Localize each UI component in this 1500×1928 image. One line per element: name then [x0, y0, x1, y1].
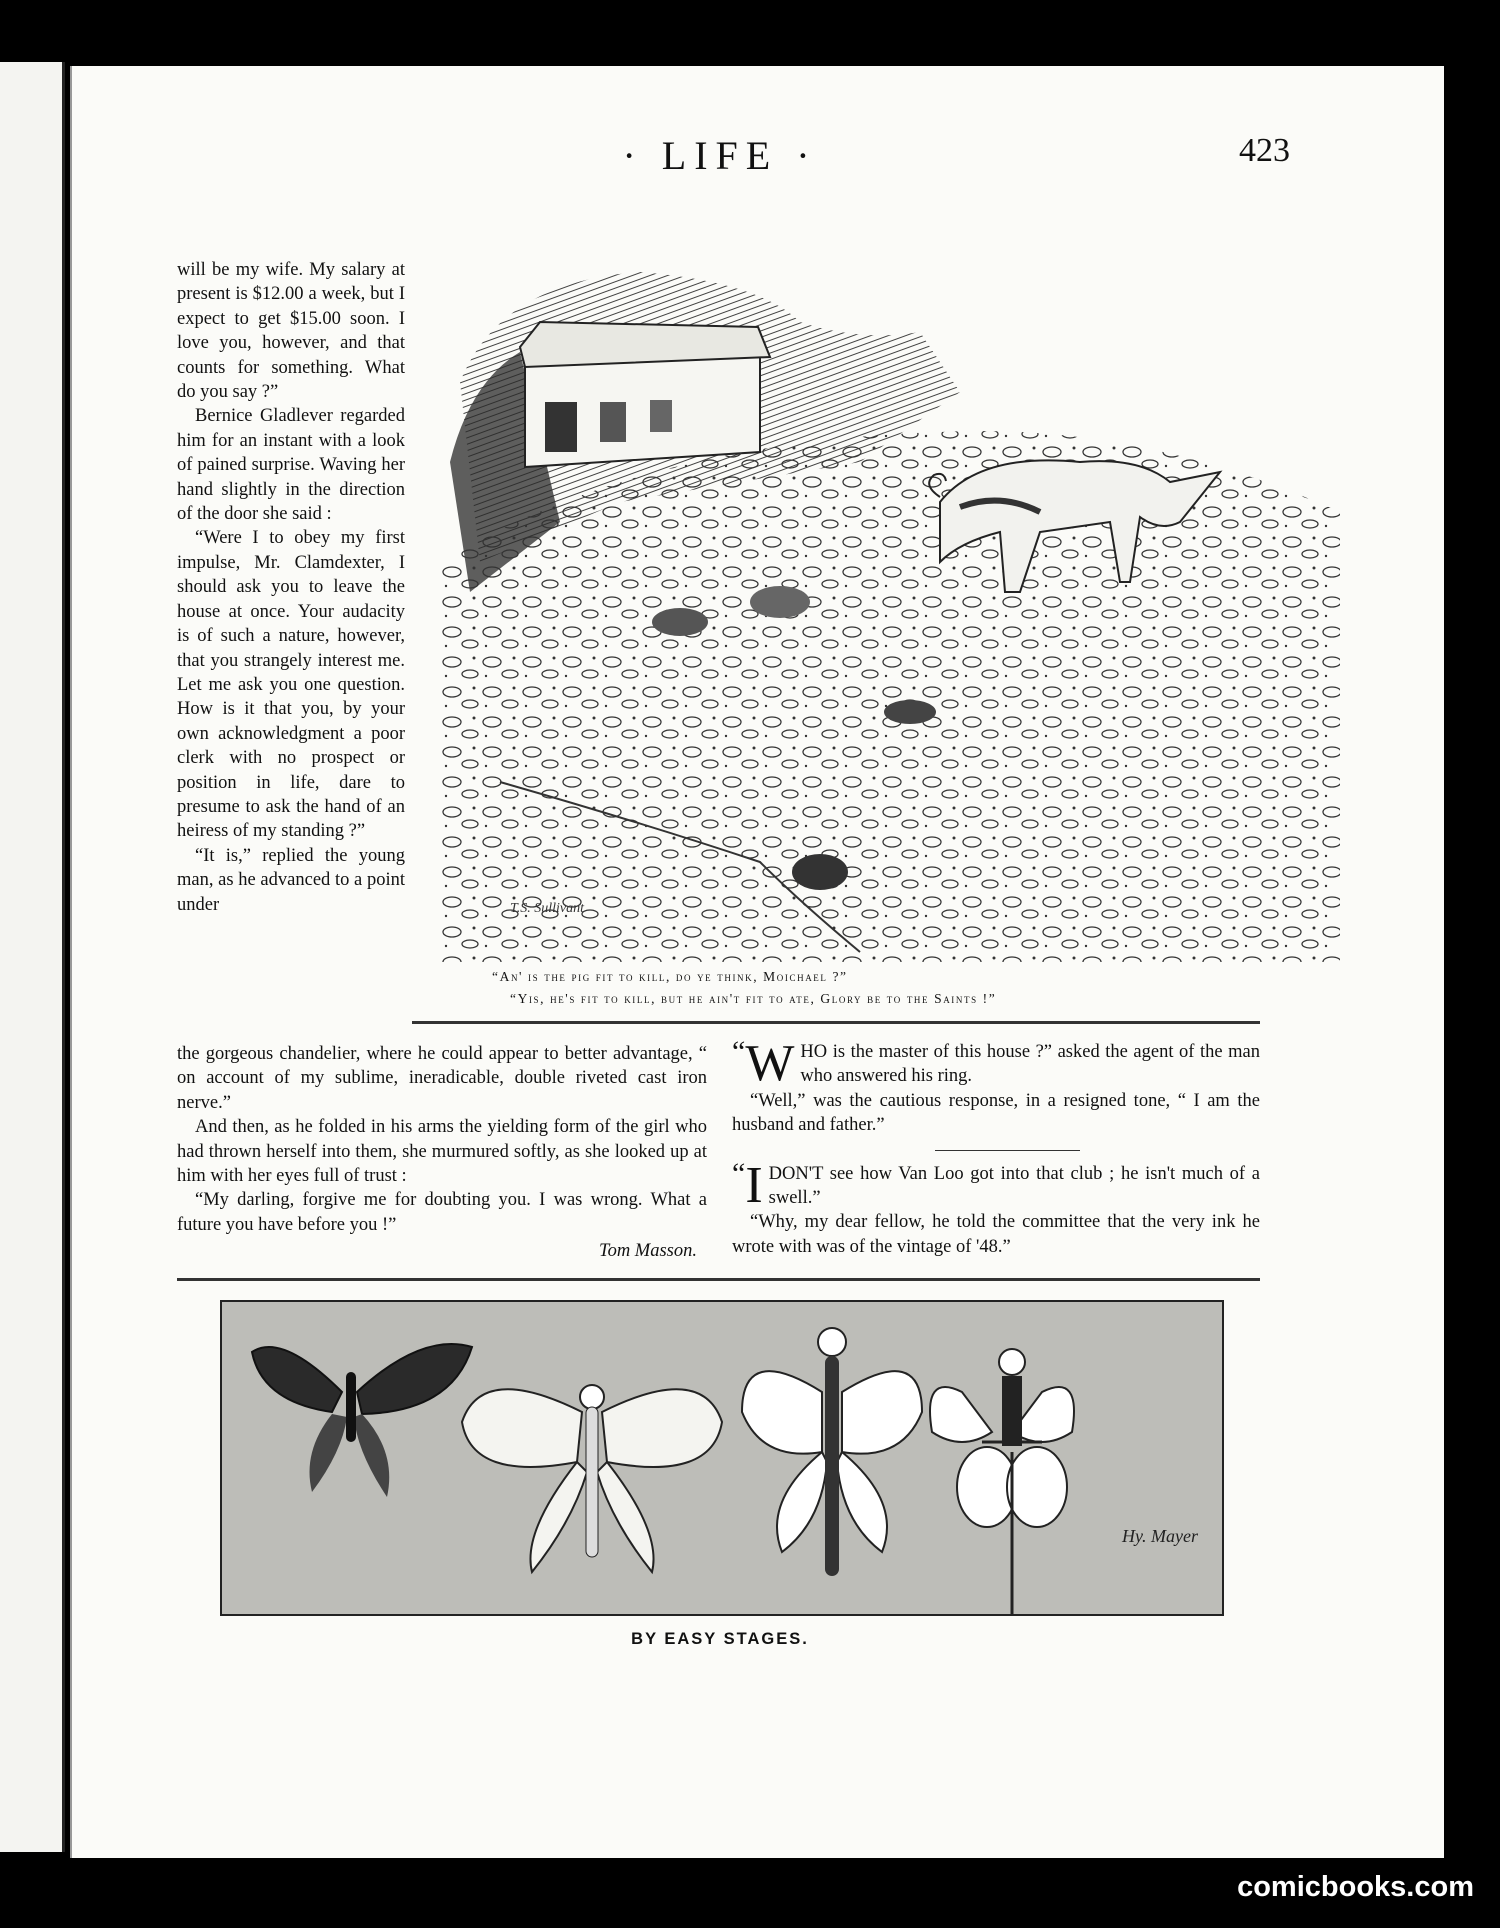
joke-line: DON'T see how Van Loo got into that club ; he isn't much of a swell.”	[768, 1163, 1260, 1209]
open-quote: “	[732, 1156, 746, 1190]
story-paragraph: the gorgeous chandelier, where he could appear to better advantage, “ on account of my sublime, ineradicable, double riveted cast iron nerve.”	[177, 1044, 707, 1113]
story-paragraph: Bernice Gladlever regarded him for an instant with a look of pained surprise. Waving her hand slightly in the direction of the door she said :	[177, 406, 405, 525]
drop-cap-letter: W	[745, 1035, 795, 1092]
site-watermark: comicbooks.com	[1237, 1871, 1474, 1903]
section-rule	[412, 1021, 1260, 1024]
joke-2	[732, 1156, 1260, 1260]
drop-cap	[732, 1156, 763, 1214]
page-number: 423	[1239, 132, 1290, 169]
drop-cap-letter: I	[745, 1156, 763, 1214]
caption-line-1: “An' is the pig fit to kill, do ye think, Moichael ?”	[492, 969, 848, 984]
drop-cap	[732, 1035, 795, 1092]
illustration-signature: T.S. Sullivant	[510, 901, 585, 916]
section-rule	[177, 1278, 1260, 1281]
story-paragraph: “Were I to obey my first impulse, Mr. Clamdexter, I should ask you to leave the house at once. Your audacity is of such a nature, however, that you strangely interest me. Let me ask you one question. How is it that you, by your own acknowledgment a poor clerk with no prospect or position in life, dare to presume to ask the hand of an heiress of my standing ?”	[177, 528, 405, 842]
caption-line-2: “Yis, he's fit to kill, but he ain't fit to ate, Glory be to the Saints !”	[510, 991, 997, 1006]
magazine-title: · LIFE ·	[622, 133, 818, 178]
story-paragraph: And then, as he folded in his arms the yielding form of the girl who had thrown herself into them, she murmured softly, as she looked up at him with her eyes full of trust :	[177, 1117, 707, 1187]
author-signature: Tom Masson.	[598, 1241, 697, 1262]
butterfly-figure	[252, 1344, 472, 1497]
panel-signature: Hy. Mayer	[1122, 1526, 1198, 1546]
story-column-left	[177, 1042, 707, 1264]
panel-caption: BY EASY STAGES.	[631, 1630, 809, 1648]
butterfly-stages-illustration	[222, 1302, 1222, 1614]
joke-line: “Why, my dear fellow, he told the committee that the very ink he wrote with was of the vintage of '48.”	[732, 1212, 1260, 1257]
joke-line: “Well,” was the cautious response, in a resigned tone, “ I am the husband and father.”	[732, 1090, 1260, 1136]
cottage-pig-illustration	[440, 262, 1340, 962]
joke-line: HO is the master of this house ?” asked the agent of the man who answered his ring.	[800, 1042, 1260, 1087]
jokes-column	[732, 1035, 1260, 1259]
adjacent-page-edge	[0, 62, 65, 1852]
story-column-narrow	[177, 258, 405, 917]
joke-1	[732, 1035, 1260, 1138]
story-paragraph: will be my wife. My salary at present is $12.00 a week, but I expect to get $15.00 soon. I love you, however, and that counts for something. What do you say ?”	[177, 260, 405, 403]
butterfly-cartoon-panel	[220, 1300, 1224, 1616]
bicycle-rider-figure	[930, 1349, 1074, 1614]
butterfly-girl-figure	[462, 1385, 722, 1572]
story-paragraph: “It is,” replied the young man, as he advanced to a point under	[177, 845, 405, 915]
winged-woman-figure	[742, 1328, 922, 1576]
story-paragraph: “My darling, forgive me for doubting you. I was wrong. What a future you have before you !”	[177, 1190, 707, 1235]
open-quote: “	[732, 1035, 746, 1068]
illustration-caption	[440, 966, 1200, 1010]
